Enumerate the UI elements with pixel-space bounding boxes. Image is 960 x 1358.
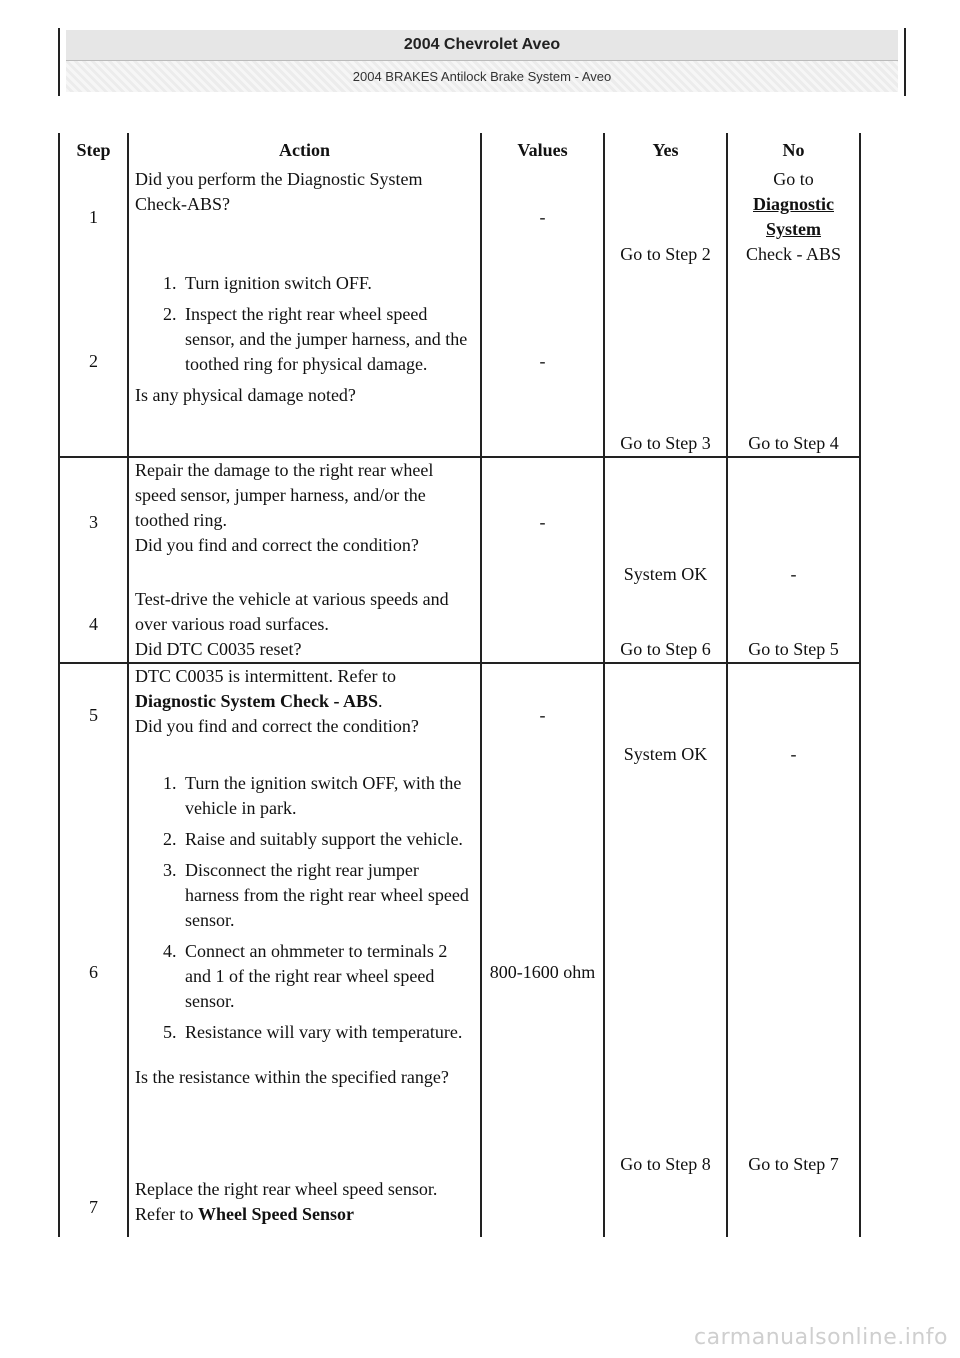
- diagnostic-system-check-link[interactable]: Diagnostic System Check - ABS: [135, 691, 379, 711]
- no-result: [727, 167, 860, 267]
- no-prefix: Go to: [773, 169, 814, 189]
- question-text: Is the resistance within the specified range?: [135, 1067, 449, 1087]
- column-header-yes: Yes: [604, 133, 727, 167]
- column-header-action: Action: [128, 133, 481, 167]
- list-item: 4. Connect an ohmmeter to terminals 2 and 1 of the right rear wheel speed sensor.: [181, 939, 476, 1014]
- action-prefix: Replace the right rear wheel speed sensor. Refer to: [135, 1179, 438, 1224]
- step-number: 6: [59, 767, 128, 1177]
- document-subtitle: 2004 BRAKES Antilock Brake System - Aveo: [66, 61, 898, 92]
- no-result: Go to Step 7: [727, 767, 860, 1177]
- table-row: [59, 167, 860, 267]
- watermark-text: carmanualsonline.info: [694, 1325, 948, 1350]
- question-text: Did DTC C0035 reset?: [135, 639, 302, 659]
- step-value: -: [481, 663, 604, 767]
- diagnostic-system-link[interactable]: Diagnostic System: [753, 194, 834, 239]
- step-value: -: [481, 267, 604, 457]
- question-text: Did you find and correct the condition?: [135, 535, 419, 555]
- yes-result: [604, 1177, 727, 1237]
- step-number: 5: [59, 663, 128, 767]
- action-text: Did you perform the Diagnostic System Check-ABS?: [135, 169, 423, 214]
- table-row: [59, 267, 860, 457]
- question-text: Did you find and correct the condition?: [135, 716, 419, 736]
- step-action: [128, 457, 481, 587]
- wheel-speed-sensor-link[interactable]: Wheel Speed Sensor: [197, 1204, 354, 1224]
- yes-result: Go to Step 6: [604, 587, 727, 663]
- table-row: [59, 587, 860, 663]
- document-title: 2004 Chevrolet Aveo: [66, 30, 898, 61]
- step-action: [128, 1177, 481, 1237]
- yes-result: Go to Step 8: [604, 767, 727, 1177]
- step-value: -: [481, 457, 604, 587]
- action-text: Test-drive the vehicle at various speeds and over various road surfaces.: [135, 589, 449, 634]
- yes-result: Go to Step 3: [604, 267, 727, 457]
- step-value: -: [481, 167, 604, 267]
- list-item: 1. Turn ignition switch OFF.: [181, 271, 476, 296]
- step-value: [481, 587, 604, 663]
- action-list: [135, 771, 476, 1045]
- yes-result: System OK: [604, 457, 727, 587]
- step-value: [481, 1177, 604, 1237]
- question-text: Is any physical damage noted?: [135, 385, 356, 405]
- list-item: 5. Resistance will vary with temperature.: [181, 1020, 476, 1045]
- list-item: 1. Turn the ignition switch OFF, with the vehicle in park.: [181, 771, 476, 821]
- yes-result: Go to Step 2: [604, 167, 727, 267]
- table-row: [59, 1177, 860, 1237]
- table-row: [59, 767, 860, 1177]
- document-header: [58, 28, 906, 96]
- step-action: [128, 767, 481, 1177]
- list-item: 2. Raise and suitably support the vehicle.: [181, 827, 476, 852]
- step-action: [128, 663, 481, 767]
- no-result: Go to Step 4: [727, 267, 860, 457]
- step-number: 2: [59, 267, 128, 457]
- table-header-row: [59, 133, 860, 167]
- action-text: [135, 1177, 476, 1227]
- step-number: 4: [59, 587, 128, 663]
- no-result: -: [727, 457, 860, 587]
- step-action: [128, 267, 481, 457]
- no-suffix: Check - ABS: [745, 244, 841, 264]
- action-suffix: .: [378, 691, 383, 711]
- no-result: [727, 1177, 860, 1237]
- step-number: 3: [59, 457, 128, 587]
- list-item: 3. Disconnect the right rear jumper harness from the right rear wheel speed sensor.: [181, 858, 476, 933]
- step-value: 800-1600 ohm: [481, 767, 604, 1177]
- no-result: Go to Step 5: [727, 587, 860, 663]
- step-action: [128, 167, 481, 267]
- yes-result: System OK: [604, 663, 727, 767]
- step-action: [128, 587, 481, 663]
- no-result: -: [727, 663, 860, 767]
- step-number: 7: [59, 1177, 128, 1237]
- table-row: [59, 457, 860, 587]
- action-text: [135, 664, 476, 714]
- list-item: 2. Inspect the right rear wheel speed sensor, and the jumper harness, and the toothed ring for physical damage.: [181, 302, 476, 377]
- action-text: Repair the damage to the right rear wheel speed sensor, jumper harness, and/or the toothed ring.: [135, 460, 434, 530]
- action-list: [135, 271, 476, 377]
- step-number: 1: [59, 167, 128, 267]
- diagnostic-table: [58, 133, 861, 1237]
- column-header-values: Values: [481, 133, 604, 167]
- column-header-step: Step: [59, 133, 128, 167]
- table-row: [59, 663, 860, 767]
- column-header-no: No: [727, 133, 860, 167]
- action-prefix: DTC C0035 is intermittent. Refer to: [135, 666, 396, 686]
